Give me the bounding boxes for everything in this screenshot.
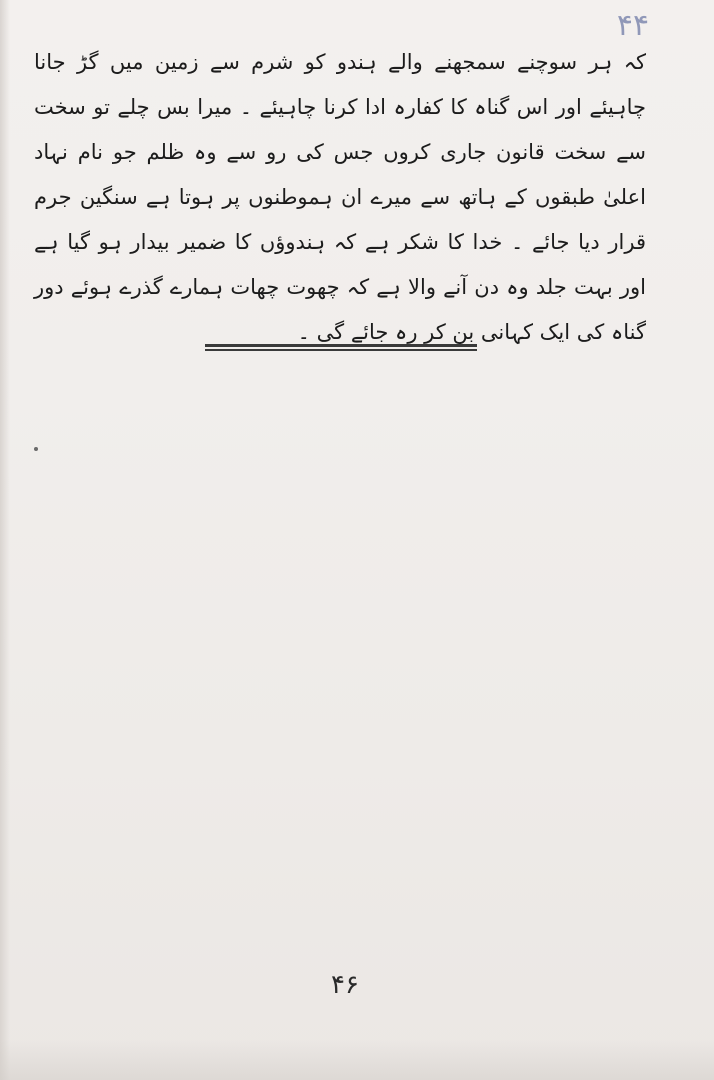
divider-rule-top xyxy=(205,344,477,347)
body-paragraph: کہ ہر سوچنے سمجھنے والے ہندو کو شرم سے زمین میں گڑ جانا چاہیئے اور اس گناہ کا کفارہ ادا کرنا چاہیئے ۔ میرا بس چلے تو سخت سے سخت قانون جاری کروں جس کی رو سے وہ ظلم جو نام نہاد اعلیٰ طبقوں کے ہاتھ سے میرے ان ہموطنوں پر ہوتا ہے سنگین جرم قرار دیا جائے ۔ خدا کا شکر ہے کہ ہندوؤں کا ضمیر بیدار ہو گیا ہے اور بہت جلد وہ دن آنے والا ہے کہ چھوت چھات ہمارے گذرے ہوئے دور گناہ کی ایک کہانی بن کر رہ جائے گی ۔ xyxy=(34,50,646,344)
ink-speck xyxy=(34,447,38,451)
section-divider xyxy=(205,344,477,352)
handwritten-page-mark: ۴۴ xyxy=(616,8,650,43)
printed-page-number: ۴۶ xyxy=(331,970,359,1000)
divider-rule-bottom xyxy=(205,349,477,351)
